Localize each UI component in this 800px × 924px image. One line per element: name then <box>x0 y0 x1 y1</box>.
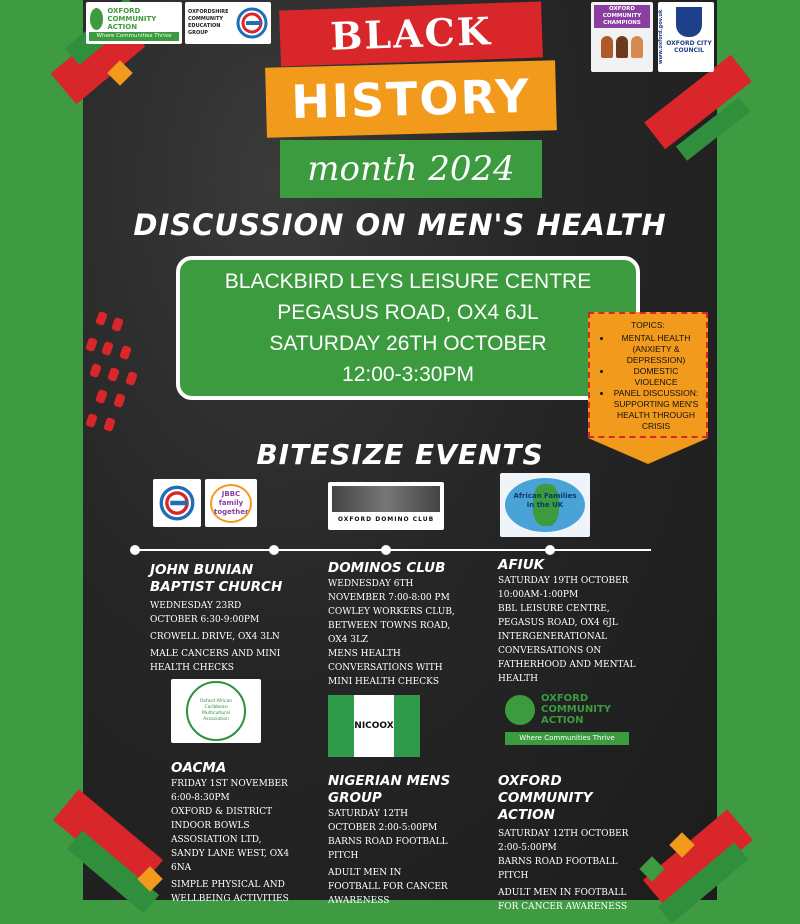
domino-name: OXFORD DOMINO CLUB <box>337 516 435 523</box>
oceg-emblem-icon <box>159 485 195 521</box>
event-date: FRIDAY 1ST NOVEMBER 6:00-8:30PM <box>171 779 288 803</box>
event-place: BARNS ROAD FOOTBALL PITCH <box>328 837 448 861</box>
council-crest-icon <box>676 7 702 37</box>
oceg-small-logo <box>153 479 201 527</box>
event-title: NIGERIAN MENS GROUP <box>328 773 451 806</box>
event-description: SIMPLE PHYSICAL AND WELLBEING ACTIVITIES <box>171 880 289 904</box>
event-description: ADULT MEN IN FOOTBALL FOR CANCER AWARENESS <box>328 868 448 906</box>
event-place: BBL LEISURE CENTRE, PEGASUS ROAD, OX4 6JL <box>498 604 618 628</box>
timeline-line <box>133 549 651 551</box>
event-title: DOMINOS CLUB <box>328 560 446 576</box>
event-description: MALE CANCERS AND MINI HEALTH CHECKS <box>150 649 281 673</box>
champions-logo <box>591 2 653 72</box>
event-date: SATURDAY 12TH OCTOBER 2:00-5:00PM <box>328 809 438 833</box>
oceg-name: OXFORDSHIRE COMMUNITY EDUCATION GROUP <box>188 9 229 36</box>
event-title: OXFORD COMMUNITY ACTION <box>498 773 593 823</box>
oceg-logo <box>185 2 271 44</box>
oacma-logo <box>171 679 261 743</box>
topics-list <box>590 333 706 432</box>
globe-icon <box>505 478 585 532</box>
event-place: BARNS ROAD FOOTBALL PITCH <box>498 857 618 881</box>
oca-small-logo <box>505 693 633 751</box>
venue-line1: BLACKBIRD LEYS LEISURE CENTRE <box>224 270 592 293</box>
event-title: OACMA <box>171 760 227 776</box>
event-title: AFIUK <box>498 557 545 573</box>
venue-line3: SATURDAY 26TH OCTOBER <box>269 332 547 355</box>
champions-name: OXFORD COMMUNITY CHAMPIONS <box>594 5 650 28</box>
event-date: SATURDAY 12TH OCTOBER 2:00-5:00PM <box>498 829 629 853</box>
council-name: OXFORD CITY COUNCIL <box>666 40 712 54</box>
oca-name: OXFORD COMMUNITY ACTION <box>541 693 612 726</box>
timeline-dot <box>381 545 391 555</box>
event-place: CROWELL DRIVE, OX4 3LN <box>150 632 280 642</box>
topics-heading: TOPICS: <box>631 320 665 330</box>
event-date: SATURDAY 19TH OCTOBER 10:00AM-1:00PM <box>498 576 629 600</box>
afiuk-text: African Families in the UK <box>513 492 577 509</box>
event-date: WEDNESDAY 23RD OCTOBER 6:30-9:00PM <box>150 601 260 625</box>
event-date: WEDNESDAY 6TH NOVEMBER 7:00-8:00 PM <box>328 579 450 603</box>
timeline-dot <box>130 545 140 555</box>
topic-item: • DOMESTIC VIOLENCE <box>612 366 700 388</box>
event-oacma <box>171 760 291 906</box>
topics-box <box>588 312 708 438</box>
event-description: INTERGENERATIONAL CONVERSATIONS ON FATHERHOOD AND MENTAL HEALTH <box>498 632 636 684</box>
domino-photo <box>332 486 440 512</box>
event-description: ADULT MEN IN FOOTBALL FOR CANCER AWARENESS <box>498 888 628 912</box>
topic-item: • MENTAL HEALTH (ANXIETY & DEPRESSION) <box>612 333 700 366</box>
nicoox-logo <box>328 695 420 757</box>
event-nigerian-mens-group <box>328 773 453 908</box>
event-place: OXFORD & DISTRICT INDOOR BOWLS ASSOSIATION LTD, SANDY LANE WEST, OX4 6NA <box>171 807 290 873</box>
event-details <box>498 574 638 686</box>
oacma-text: Oxford African Caribbean Multicultural Association <box>199 699 233 722</box>
event-description: MENS HEALTH CONVERSATIONS WITH MINI HEALTH CHECKS <box>328 649 443 687</box>
event-title: JOHN BUNIAN BAPTIST CHURCH <box>150 562 283 595</box>
tree-icon <box>186 681 246 741</box>
oca-logo <box>86 2 182 44</box>
jbbc-text: JBBC family together <box>210 484 252 523</box>
afiuk-logo <box>500 473 590 537</box>
event-details <box>498 827 638 914</box>
title-line2: HISTORY <box>265 60 557 138</box>
event-john-bunian <box>150 562 285 675</box>
event-details <box>328 807 453 908</box>
council-logo <box>658 2 714 72</box>
timeline-dot <box>269 545 279 555</box>
bitesize-title: BITESIZE EVENTS <box>256 438 544 471</box>
venue-line4: 12:00-3:30PM <box>342 363 474 386</box>
oceg-emblem-icon <box>236 7 268 39</box>
oca-name: OXFORD COMMUNITY ACTION <box>107 6 157 31</box>
jbbc-logo <box>205 479 257 527</box>
event-details <box>328 577 463 689</box>
people-icon <box>591 36 653 58</box>
oca-emblem-icon <box>505 695 535 725</box>
poster <box>83 0 717 912</box>
timeline-dot <box>545 545 555 555</box>
oca-tagline: Where Communities Thrive <box>505 732 629 745</box>
title-line1: BLACK <box>279 1 543 66</box>
oca-tagline: Where Communities Thrive <box>89 32 179 41</box>
event-details <box>171 777 291 906</box>
event-oxford-community-action <box>498 773 638 914</box>
council-url: www.oxford.gov.uk <box>658 9 664 65</box>
topic-item: • PANEL DISCUSSION: SUPPORTING MEN'S HEALTH THROUGH CRISIS <box>612 388 700 432</box>
venue-box <box>176 256 640 400</box>
event-details <box>150 599 285 675</box>
event-afiuk <box>498 557 638 686</box>
event-dominos-club <box>328 560 463 689</box>
title-line3: month 2024 <box>280 140 542 198</box>
venue-line2: PEGASUS ROAD, OX4 6JL <box>277 301 539 324</box>
nicoox-text: NICOOX <box>354 721 394 731</box>
oca-emblem-icon <box>90 8 103 30</box>
domino-club-logo <box>328 482 444 530</box>
headline: DISCUSSION ON MEN'S HEALTH <box>133 208 667 242</box>
event-place: COWLEY WORKERS CLUB, BETWEEN TOWNS ROAD, OX4 3LZ <box>328 607 455 645</box>
